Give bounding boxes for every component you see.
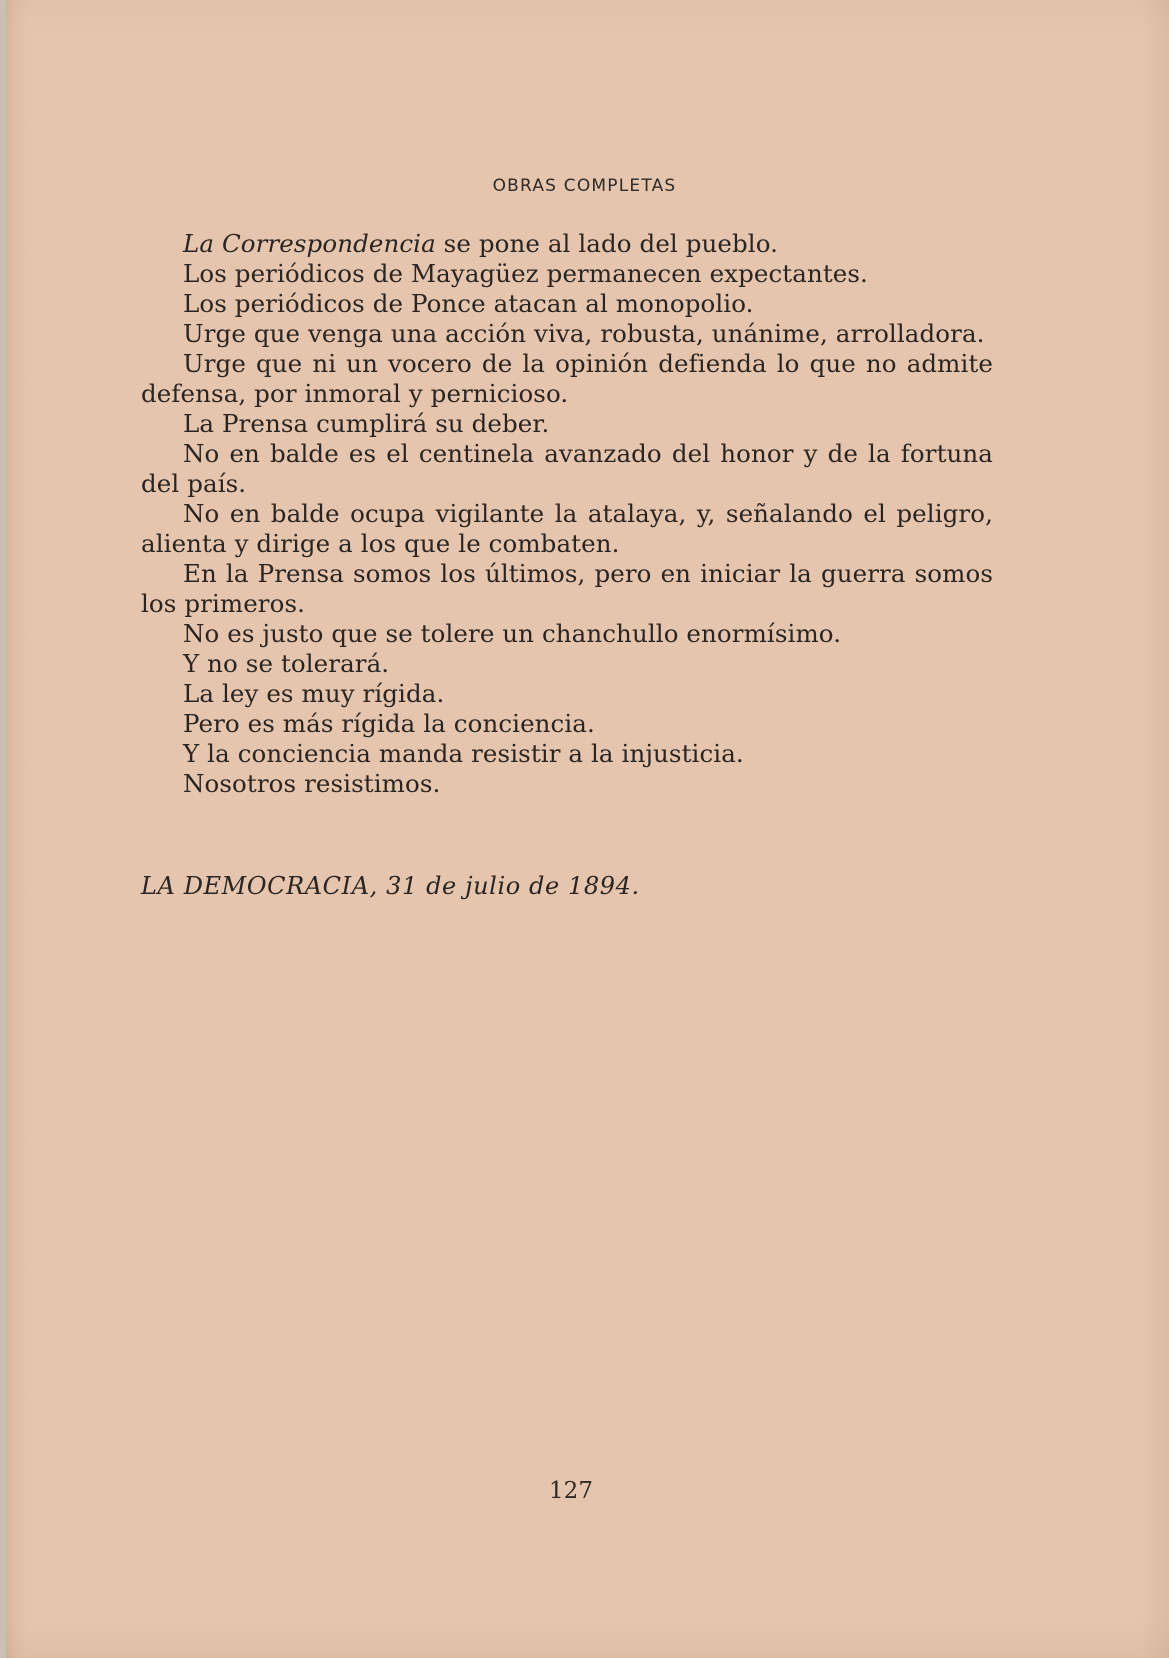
paragraph: No en balde es el centinela avanzado del honor y de la fortuna del país.	[141, 439, 993, 498]
body-text	[141, 229, 993, 799]
paragraph: Nosotros resistimos.	[183, 769, 441, 798]
paragraph-text: se pone al lado del pueblo.	[435, 229, 779, 258]
paragraph: Urge que ni un vocero de la opinión defienda lo que no admite defensa, por inmoral y pernicioso.	[141, 349, 993, 408]
page-edge	[0, 0, 6, 1658]
source-citation: LA DEMOCRACIA, 31 de julio de 1894.	[141, 872, 640, 900]
paragraph: No es justo que se tolere un chanchullo enormísimo.	[183, 619, 842, 648]
page-number: 127	[549, 1478, 593, 1504]
paragraph: Pero es más rígida la conciencia.	[183, 709, 595, 738]
running-header: OBRAS COMPLETAS	[492, 176, 677, 196]
paragraph: Los periódicos de Mayagüez permanecen expectantes.	[183, 259, 868, 288]
paragraph: No en balde ocupa vigilante la atalaya, y, señalando el peligro, alienta y dirige a los que le combaten.	[141, 499, 993, 558]
paragraph: Y la conciencia manda resistir a la injusticia.	[183, 739, 744, 768]
paragraph: La Prensa cumplirá su deber.	[183, 409, 550, 438]
paragraph: Urge que venga una acción viva, robusta, unánime, arrolladora.	[183, 319, 985, 348]
paragraph: Los periódicos de Ponce atacan al monopolio.	[183, 289, 754, 318]
newspaper-name: La Correspondencia	[183, 229, 436, 258]
paragraph: Y no se tolerará.	[183, 649, 390, 678]
paragraph: En la Prensa somos los últimos, pero en iniciar la guerra somos los primeros.	[141, 559, 993, 618]
paragraph	[141, 229, 993, 259]
paragraph: La ley es muy rígida.	[183, 679, 445, 708]
